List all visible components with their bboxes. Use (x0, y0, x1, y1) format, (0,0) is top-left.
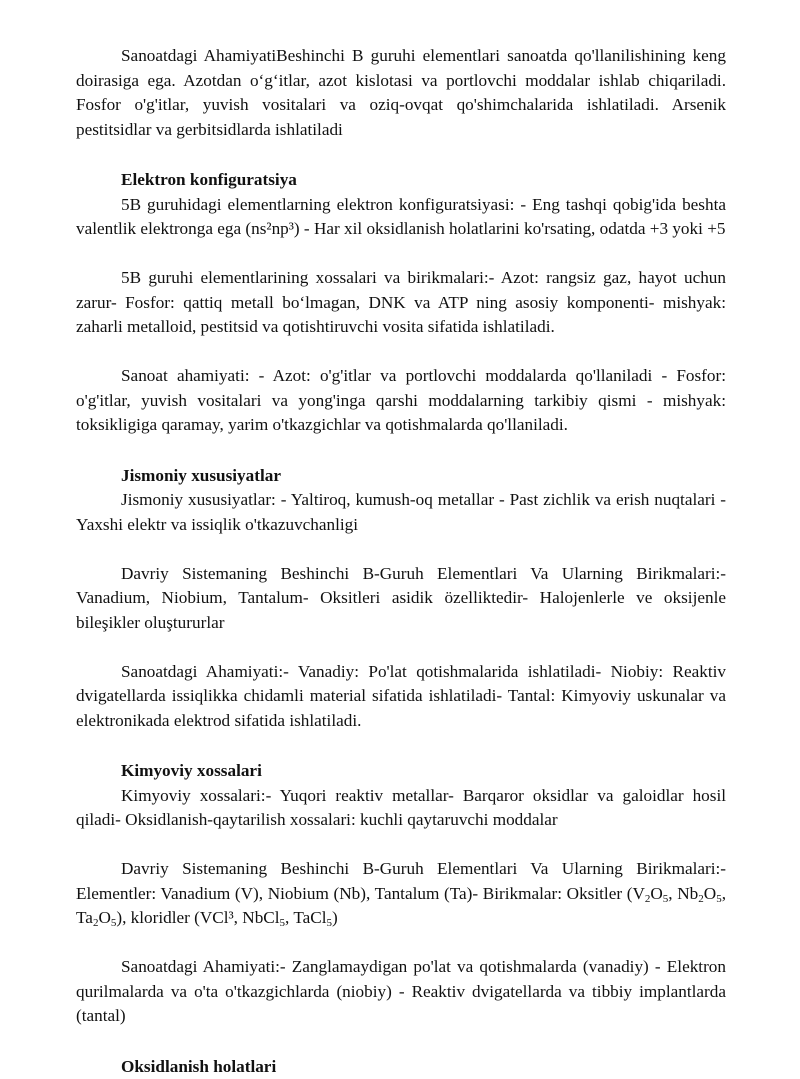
p9-ta-sub2: 5 (111, 917, 117, 929)
paragraph-sanoat-ahamiyati: Sanoat ahamiyati: - Azot: o'g'itlar va portlovchi moddalarda qo'llaniladi - Fosfor: o'g'itlar, yuvish vositalari va yong'inga qarshi moddalarning tarkibiy qismi - mishyak: toksikligiga qaramay, yarim o'tkazgichlar va qotishmalarda qo'llaniladi. (76, 364, 726, 438)
paragraph-kimyoviy-xossalari: Kimyoviy xossalari:- Yuqori reaktiv metallar- Barqaror oksidlar va galoidlar hosil qiladi- Oksidlanish-qaytarilish xossalari: kuchli qaytaruvchi moddalar (76, 784, 726, 833)
p9-v-sub2: 5 (663, 893, 669, 905)
paragraph-elektron-konfiguratsiya: 5B guruhidagi elementlarning elektron konfiguratsiyasi: - Eng tashqi qobig'ida beshta valentlik elektronga ega (ns²np³) - Har xil oksidlanish holatlarini ko'rsating, odatda +3 yoki +5 (76, 193, 726, 242)
p9-nbcl-sub: 5 (280, 917, 286, 929)
paragraph-sanoat-intro: Sanoatdagi AhamiyatiBeshinchi B guruhi elementlari sanoatda qo'llanilishining keng doirasiga ega. Azotdan o‘g‘itlar, azot kislotasi va portlovchi moddalar ishlab chiqariladi. Fosfor o'g'itlar, yuvish vositalari va oziq-ovqat qo'shimchalarida ishlatiladi. Arsenik pestitsidlar va gerbitsidlarda ishlatiladi (76, 44, 726, 142)
heading-oksidlanish-holatlari: Oksidlanish holatlari (76, 1055, 726, 1079)
p9-ta-sub1: 2 (93, 917, 99, 929)
p9-v-sub1: 2 (645, 893, 651, 905)
p9-close: ) (332, 908, 338, 927)
heading-elektron-konfiguratsiya: Elektron konfiguratsiya (76, 168, 726, 193)
paragraph-davriy-sistema-1: Davriy Sistemaning Beshinchi B-Guruh Elementlari Va Ularning Birikmalari:- Vanadium, Niobium, Tantalum- Oksitleri asidik özelliktedir- Halojenlerle ve oksijenle bileşikler oluştururlar (76, 562, 726, 636)
p9-ta-o: O (98, 908, 110, 927)
p9-intro: Davriy Sistemaning Beshinchi B-Guruh Elementlari Va Ularning Birikmalari:- Elementler: Vanadium (V), Niobium (Nb), Tantalum (Ta)- Birikmalar: Oksitler (V (76, 859, 726, 903)
p9-tacl: , TaCl (285, 908, 326, 927)
p9-nb-o: O (704, 884, 716, 903)
heading-kimyoviy-xossalari: Kimyoviy xossalari (76, 759, 726, 784)
paragraph-jismoniy-xususiyatlar: Jismoniy xususiyatlar: - Yaltiroq, kumush-oq metallar - Past zichlik va erish nuqtalari - Yaxshi elektr va issiqlik o'tkazuvchanligi (76, 488, 726, 537)
paragraph-sanoatdagi-ahamiyati-1: Sanoatdagi Ahamiyati:- Vanadiy: Po'lat qotishmalarida ishlatiladi- Niobiy: Reaktiv dvigatellarda issiqlikka chidamli material sifatida ishlatiladi- Tantal: Kimyoviy uskunalar va elektronikada elektrod sifatida ishlatiladi. (76, 660, 726, 734)
p9-nb-sub1: 2 (698, 893, 704, 905)
p9-v-o: O (650, 884, 662, 903)
paragraph-davriy-sistema-2 (76, 857, 726, 931)
heading-jismoniy-xususiyatlar: Jismoniy xususiyatlar (76, 464, 726, 489)
p9-nb-prefix: , Nb (668, 884, 698, 903)
document-page (76, 44, 726, 1079)
p9-nb-sub2: 5 (716, 893, 722, 905)
paragraph-sanoatdagi-ahamiyati-2: Sanoatdagi Ahamiyati:- Zanglamaydigan po'lat va qotishmalarda (vanadiy) - Elektron qurilmalarda va o'ta o'tkazgichlarda (niobiy) - Reaktiv dvigatellarda va tibbiy implantlarda (tantal) (76, 955, 726, 1029)
p9-chlorides: ), kloridler (VCl³, NbCl (116, 908, 279, 927)
p9-tacl-sub: 5 (326, 917, 332, 929)
p9-ta-prefix: , Ta (76, 884, 726, 928)
paragraph-5b-xossalari: 5B guruhi elementlarining xossalari va birikmalari:- Azot: rangsiz gaz, hayot uchun zarur- Fosfor: qattiq metall bo‘lmagan, DNK va ATP ning asosiy komponenti- mishyak: zaharli metalloid, pestitsid va qotishtiruvchi vosita sifatida ishlatiladi. (76, 266, 726, 340)
